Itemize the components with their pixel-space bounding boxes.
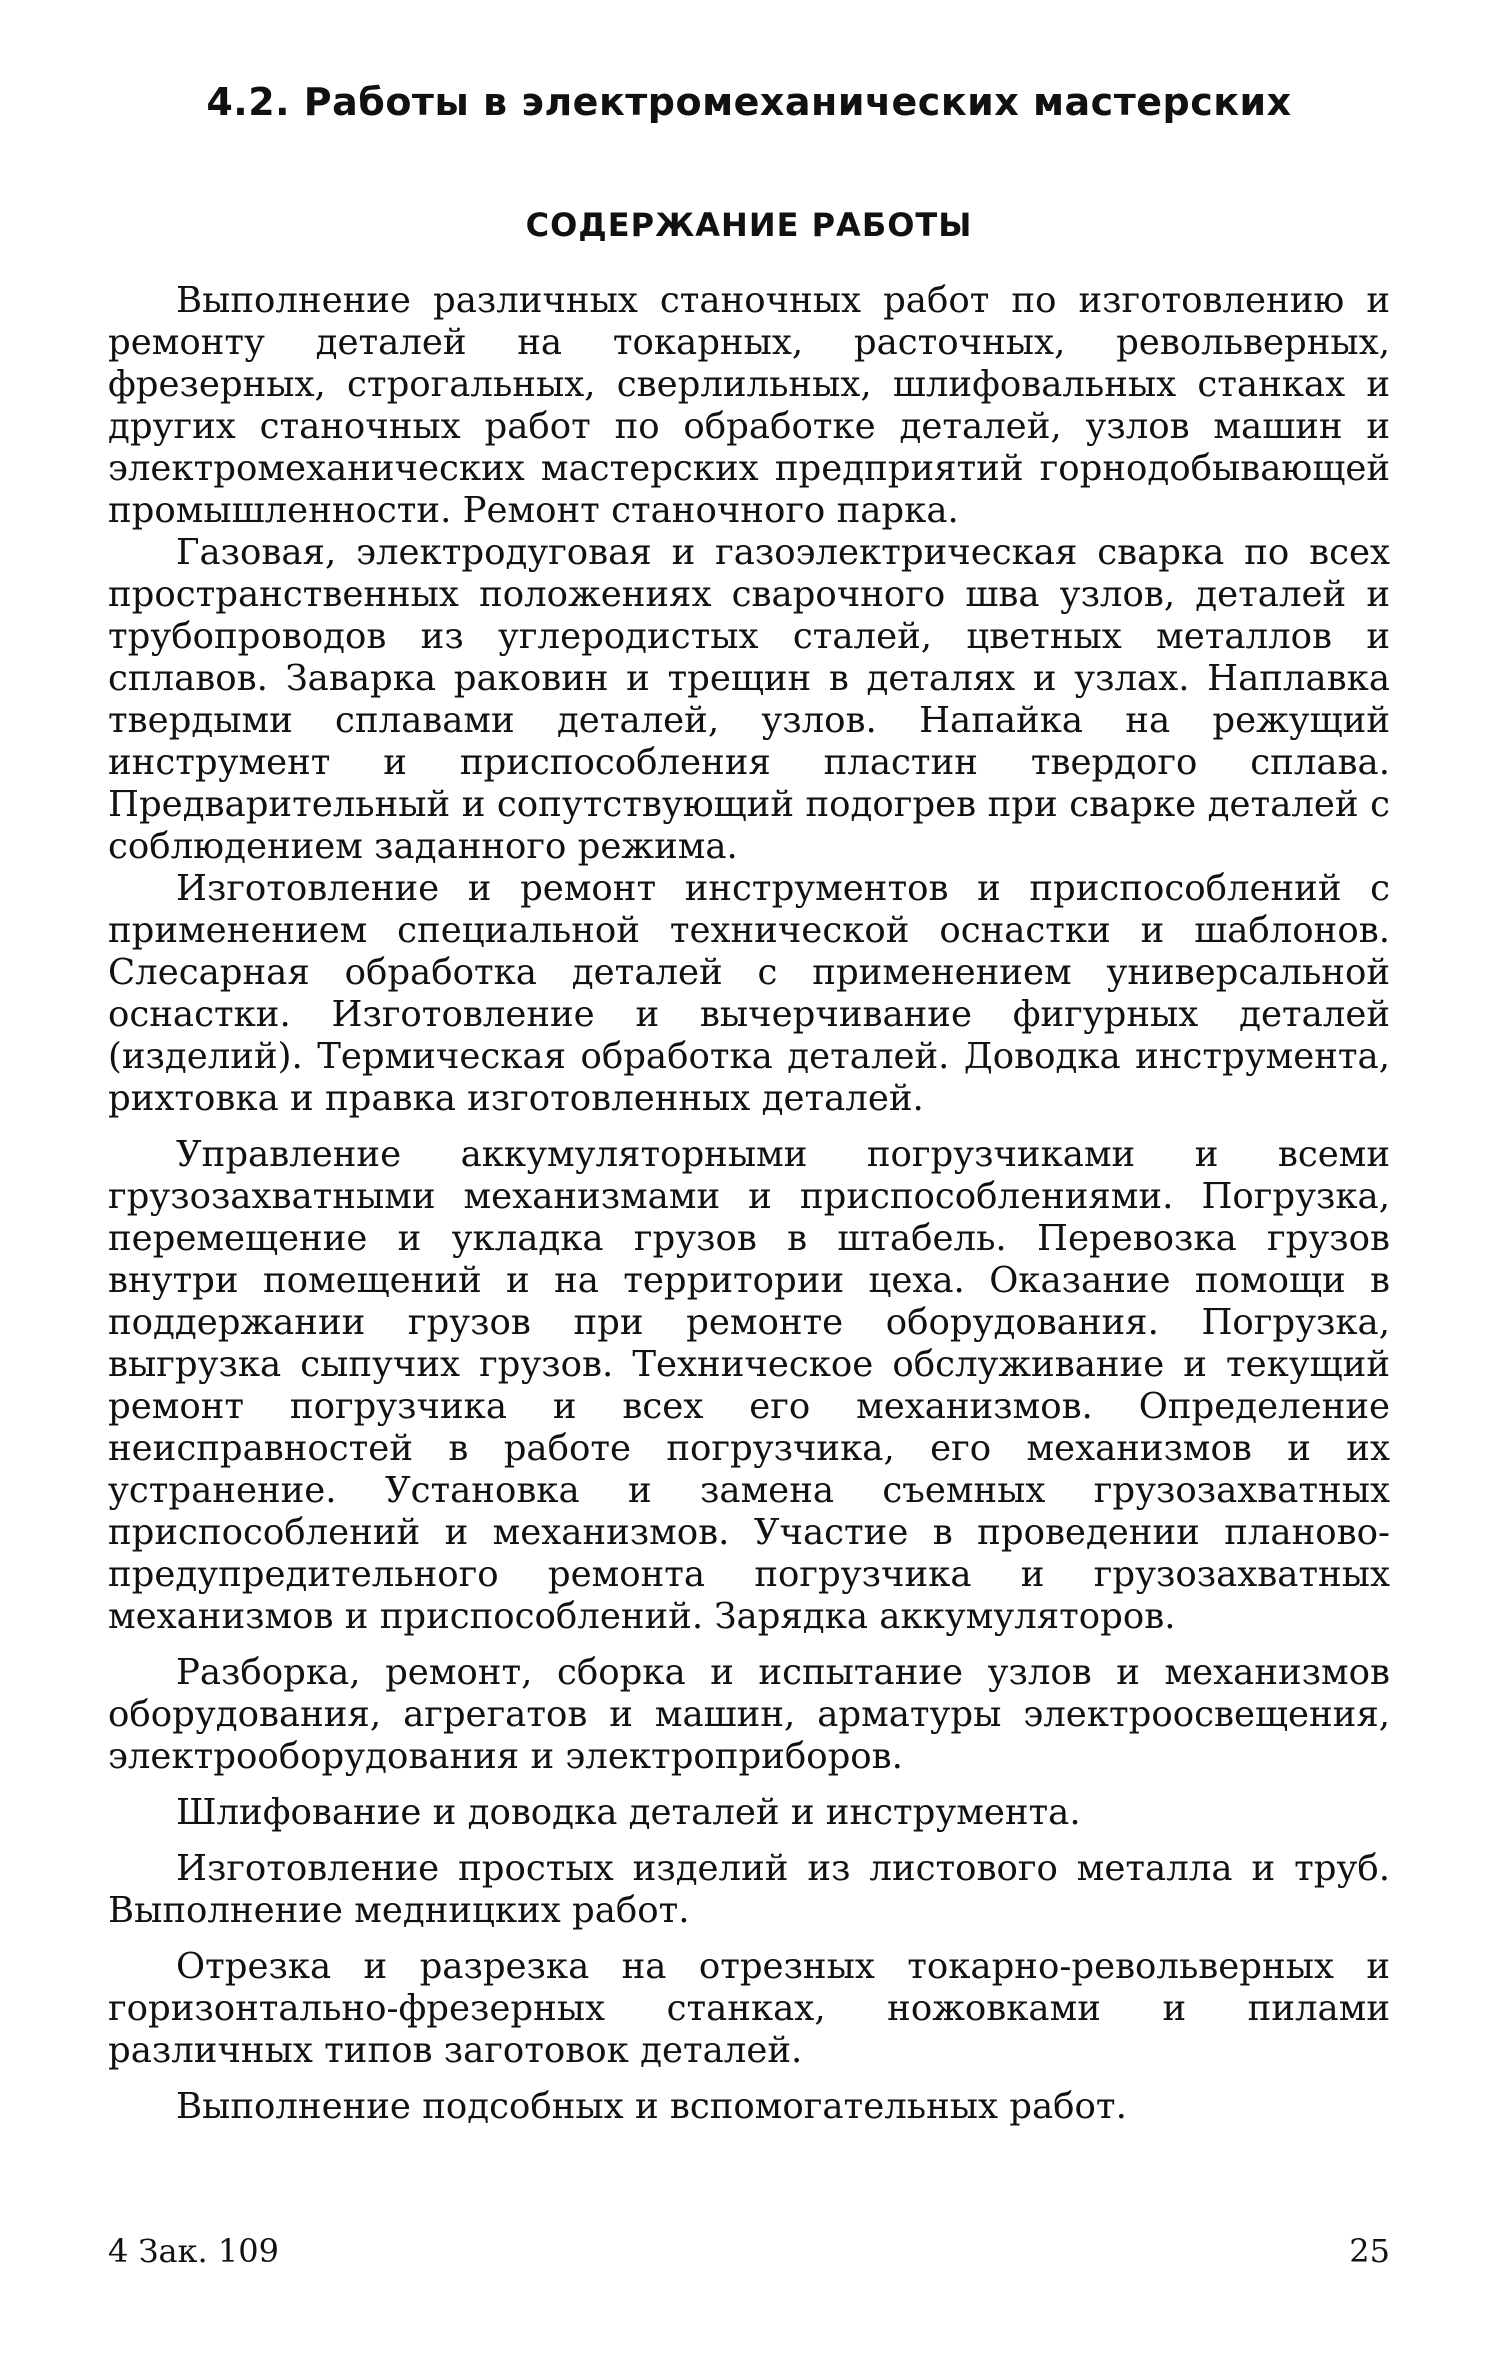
subtitle: СОДЕРЖАНИЕ РАБОТЫ — [525, 206, 973, 244]
paragraph-2: Газовая, электродуговая и газоэлектрическая сварка по всех пространственных положениях сварочного шва узлов, деталей и трубопроводов из углеродистых сталей, цветных металлов и сплавов. Заварка раковин и трещин в деталях и узлах. Наплавка твердыми сплавами деталей, узлов. Напайка на режущий инструмент и приспособления пластин твердого сплава. Предварительный и сопутствующий подогрев при сварке деталей с соблюдением заданного режима. — [108, 532, 1390, 867]
paragraph-9: Выполнение подсобных и вспомогательных работ. — [176, 2086, 1127, 2127]
paragraph-6: Шлифование и доводка деталей и инструмента. — [176, 1792, 1081, 1833]
paragraph-3: Изготовление и ремонт инструментов и приспособлений с применением специальной технической оснастки и шаблонов. Слесарная обработка деталей с применением универсальной оснастки. Изготовление и вычерчивание фигурных деталей (изделий). Термическая обработка деталей. Доводка инструмента, рихтовка и правка изготовленных деталей. — [108, 868, 1390, 1119]
page-content — [108, 80, 1390, 2128]
paragraph-1: Выполнение различных станочных работ по изготовлению и ремонту деталей на токарных, расточных, револьверных, фрезерных, строгальных, сверлильных, шлифовальных станках и других станочных работ по обработке деталей, узлов машин и электромеханических мастерских предприятий горнодобывающей промышленности. Ремонт станочного парка. — [108, 280, 1390, 531]
printing-signature: 4 Зак. 109 — [108, 2232, 279, 2270]
paragraph-4: Управление аккумуляторными погрузчиками и всеми грузозахватными механизмами и приспособлениями. Погрузка, перемещение и укладка грузов в штабель. Перевозка грузов внутри помещений и на территории цеха. Оказание помощи в поддержании грузов при ремонте оборудования. Погрузка, выгрузка сыпучих грузов. Техническое обслуживание и текущий ремонт погрузчика и всех его механизмов. Определение неисправностей в работе погрузчика, его механизмов и их устранение. Установка и замена съемных грузозахватных приспособлений и механизмов. Участие в проведении планово-предупредительного ремонта погрузчика и грузозахватных механизмов и приспособлений. Зарядка аккумуляторов. — [108, 1134, 1390, 1637]
paragraph-5: Разборка, ремонт, сборка и испытание узлов и механизмов оборудования, агрегатов и машин, арматуры электроосвещения, электрооборудования и электроприборов. — [108, 1652, 1390, 1777]
section-title: 4.2. Работы в электромеханических мастерских — [206, 80, 1292, 124]
paragraph-7: Изготовление простых изделий из листового металла и труб. Выполнение медницких работ. — [108, 1848, 1390, 1931]
paragraph-8: Отрезка и разрезка на отрезных токарно-револьверных и горизонтально-фрезерных станках, ножовками и пилами различных типов заготовок деталей. — [108, 1946, 1390, 2071]
page-number: 25 — [1349, 2232, 1390, 2270]
